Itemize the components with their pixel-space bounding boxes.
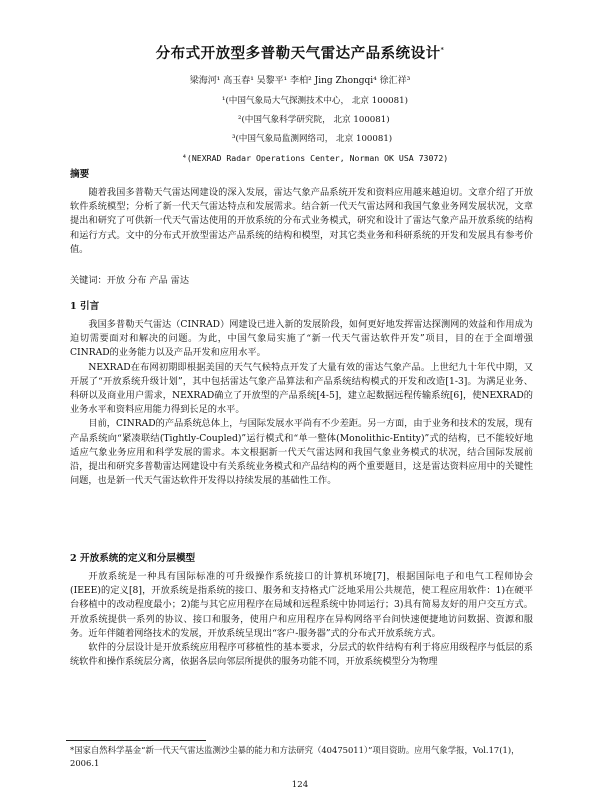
section-1-paragraph-1: 我国多普勒天气雷达（CINRAD）网建设已进入新的发展阶段，如何更好地发挥雷达探测网的效益和作用成为迫切需要面对和解决的问题。为此，中国气象局实施了“新一代天气雷达软件开发”项目，目的在于全面增强CINRAD的业务能力以及产品开发和应用水平。 bbox=[70, 319, 533, 359]
page-number: 124 bbox=[291, 780, 309, 790]
author-list: 梁海河¹ 高玉春¹ 吴黎平¹ 李柏² Jing Zhongqi⁴ 徐汇祥³ bbox=[189, 76, 411, 86]
affiliation-2: ²(中国气象科学研究院， 北京 100081) bbox=[238, 115, 390, 125]
section-1-paragraph-3: 目前，CINRAD的产品系统总体上，与国际发展水平尚有不少差距。另一方面，由于业务和技术的发展，现有产品系统向“紧凑联结(Tightly-Coupled)”运行模式和“单一整体(Monolithic-Entity)”式的结构，已不能较好地适应气象业务应用和科学发展的需求。本文根据新一代天气雷达网和我国气象业务模式的状况，结合国际发展前沿，提出和研究多普勒雷达网建设中有关系统业务模式和产品结构的两个重要题目，这是雷达资料应用中的关键性问题，也是新一代天气雷达软件开发得以持续发展的基础性工作。 bbox=[70, 418, 533, 487]
section-2-heading: 2 开放系统的定义和分层模型 bbox=[70, 553, 196, 564]
section-2-paragraph-2: 软件的分层设计是开放系统应用程序可移植性的基本要求，分层式的软件结构有利于将应用级程序与低层的系统软件和操作系统层分离，依据各层向邻层所提供的服务功能不同，开放系统模型分为物理 bbox=[70, 642, 533, 668]
affiliation-1: ¹(中国气象局大气探测技术中心， 北京 100081) bbox=[222, 96, 408, 106]
paper-title bbox=[0, 44, 600, 64]
abstract-heading: 摘要 bbox=[70, 169, 90, 180]
section-2-body bbox=[70, 570, 533, 669]
abstract-paragraph: 随着我国多普勒天气雷达网建设的深入发展，雷达气象产品系统开发和资料应用越来越迫切。文章介绍了开放软件系统模型；分析了新一代天气雷达特点和发展需求。结合新一代天气雷达网和我国气象业务网发展状况，文章提出和研究了可供新一代天气雷达使用的开放系统的分布式业务模式，研究和设计了雷达气象产品开放系统的结构和运行方式。文中的分布式开放型雷达产品系统的结构和模型，对其它类业务和科研系统的开发和发展具有参考价值。 bbox=[70, 187, 533, 255]
section-1-heading: 1 引言 bbox=[70, 301, 100, 312]
title-text: 分布式开放型多普勒天气雷达产品系统设计 bbox=[155, 45, 441, 62]
footnote-divider bbox=[66, 740, 206, 741]
section-2-paragraph-1: 开放系统是一种具有国际标准的可升级操作系统接口的计算机环境[7]，根据国际电子和电气工程师协会(IEEE)的定义[8]，开放系统是指系统的接口、服务和支持格式广泛地采用公共规范，使工程应用软件：1)在硬平台移植中的改动程度最小；2)能与其它应用程序在局域和远程系统中协同运行；3)具有简易友好的用户交互方式。开放系统提供一系列的协议、接口和服务，使用户和应用程序在异构网络平台间快速便捷地访问数据、资源和服务。近年伴随着网络技术的发展，开放系统呈现出“客户-服务器”式的分布式开放系统方式。 bbox=[70, 571, 533, 639]
keywords-line: 关键词：开放 分布 产品 雷达 bbox=[70, 275, 190, 286]
title-footnote-mark: * bbox=[440, 47, 445, 55]
footnote: *国家自然科学基金“新一代天气雷达监测沙尘暴的能力和方法研究（40475011）”项目资助。应用气象学报，Vol.17(1)，2006.1 bbox=[70, 745, 520, 768]
affiliation-4: ⁴(NEXRAD Radar Operations Center, Norman OK USA 73072) bbox=[182, 153, 449, 163]
affiliation-list bbox=[150, 92, 550, 168]
section-1-body bbox=[70, 318, 533, 488]
section-1-paragraph-2: NEXRAD在布网初期即根据美国的天气气候特点开发了大量有效的雷达气象产品。上世纪九十年代中期，又开展了“开放系统升级计划”，其中包括雷达气象产品算法和产品系统结构模式的开发和改造[1-3]。为满足业务、科研以及商业用户需求，NEXRAD确立了开放型的产品系统[4-5]，建立起数据远程传输系统[6]，使NEXRAD的业务水平和资料应用能力得到长足的水平。 bbox=[70, 361, 533, 416]
abstract-body bbox=[70, 186, 533, 257]
affiliation-3: ³(中国气象局监测网络司， 北京 100081) bbox=[232, 134, 393, 144]
